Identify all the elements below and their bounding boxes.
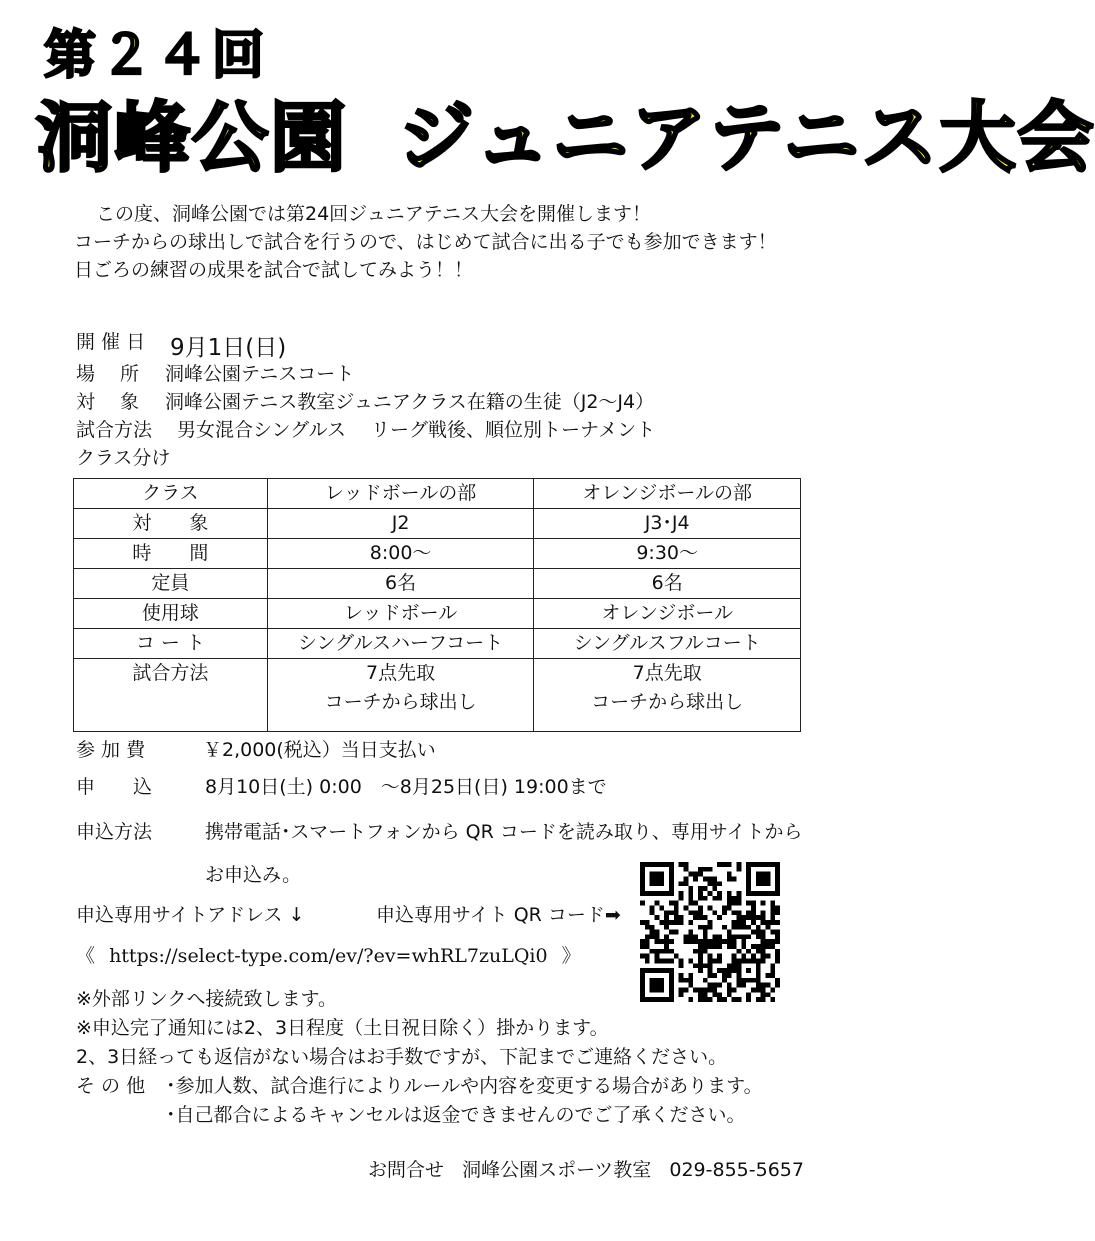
table-row bbox=[74, 569, 801, 599]
table-header-row bbox=[74, 479, 801, 509]
orange-cell: オレンジボール bbox=[534, 599, 801, 629]
down-arrow-icon: ↓ bbox=[288, 904, 305, 926]
fee-label: 参 加 費 bbox=[76, 739, 146, 761]
edition-title: 第２４回 bbox=[44, 26, 269, 86]
venue-value: 洞峰公園テニスコート bbox=[165, 363, 355, 385]
other-label: そ の 他 bbox=[76, 1075, 146, 1097]
orange-cell: 9:30～ bbox=[534, 539, 801, 569]
url-close-bracket: 》 bbox=[561, 945, 581, 967]
table-row bbox=[74, 539, 801, 569]
row-label: コ ー ト bbox=[74, 629, 268, 659]
intro-line-2: コーチからの球出しで試合を行うので、はじめて試合に出る子でも参加できます！ bbox=[74, 231, 777, 253]
note-line-3: 2、3日経っても返信がない場合はお手数ですが、下記までご連絡ください。 bbox=[76, 1046, 728, 1068]
event-title bbox=[36, 93, 1095, 182]
application-url-link[interactable]: https://select-type.com/ev/?ev=whRL7zuLQi0 bbox=[109, 945, 548, 967]
table-header-cell: オレンジボールの部 bbox=[534, 479, 801, 509]
class-split-label: クラス分け bbox=[76, 447, 171, 469]
fee-value: ￥2,000(税込）当日支払い bbox=[203, 739, 436, 761]
application-period-label: 申 込 bbox=[76, 776, 153, 798]
row-label: 使用球 bbox=[74, 599, 268, 629]
url-open-bracket: 《 bbox=[76, 945, 96, 967]
application-method-line-1: 携帯電話･スマートフォンから QR コードを読み取り、専用サイトから bbox=[205, 821, 803, 843]
red-cell: 6名 bbox=[267, 569, 534, 599]
table-row bbox=[74, 509, 801, 539]
qr-code-icon[interactable] bbox=[640, 862, 780, 1002]
red-cell: レッドボール bbox=[267, 599, 534, 629]
intro-line-1: この度、洞峰公園では第24回ジュニアテニス大会を開催します！ bbox=[96, 203, 652, 225]
application-url-line bbox=[76, 947, 581, 966]
row-label: 時 間 bbox=[74, 539, 268, 569]
table-header-cell: レッドボールの部 bbox=[267, 479, 534, 509]
application-method-label: 申込方法 bbox=[76, 821, 153, 843]
orange-cell: シングルスフルコート bbox=[534, 629, 801, 659]
row-label: 定員 bbox=[74, 569, 268, 599]
red-cell: J2 bbox=[267, 509, 534, 539]
class-table bbox=[73, 478, 801, 732]
row-label: 試合方法 bbox=[74, 659, 268, 732]
orange-cell bbox=[534, 659, 801, 732]
table-header-cell: クラス bbox=[74, 479, 268, 509]
event-title-event: ジュニアテニス大会 bbox=[398, 93, 1095, 182]
site-address-label: 申込専用サイトアドレス bbox=[76, 904, 283, 926]
row-label: 対 象 bbox=[74, 509, 268, 539]
contact-name: 洞峰公園スポーツ教室 bbox=[462, 1159, 652, 1181]
note-line-2: ※申込完了通知には2、3日程度（土日祝日除く）掛かります。 bbox=[76, 1017, 609, 1039]
table-row bbox=[74, 629, 801, 659]
target-value: 洞峰公園テニス教室ジュニアクラス在籍の生徒（J2～J4） bbox=[165, 391, 655, 413]
contact-line bbox=[368, 1161, 804, 1180]
other-line-2: ･自己都合によるキャンセルは返金できませんのでご了承ください。 bbox=[166, 1104, 746, 1126]
right-arrow-icon: ➡ bbox=[604, 904, 621, 926]
table-row bbox=[74, 659, 801, 732]
date-label: 開 催 日 bbox=[76, 331, 146, 353]
red-cell bbox=[267, 659, 534, 732]
event-title-park: 洞峰公園 bbox=[36, 93, 348, 182]
table-row bbox=[74, 599, 801, 629]
application-period-value: 8月10日(土) 0:00 ～8月25日(日) 19:00まで bbox=[205, 776, 607, 798]
other-line-1: ･参加人数、試合進行によりルールや内容を変更する場合があります。 bbox=[166, 1075, 763, 1097]
site-qr-label: 申込専用サイト QR コード bbox=[376, 904, 605, 926]
format-value: 男女混合シングルス リーグ戦後、順位別トーナメント bbox=[177, 419, 656, 441]
red-cell: 8:00～ bbox=[267, 539, 534, 569]
orange-format-line-1: 7点先取 bbox=[632, 662, 702, 684]
contact-label: お問合せ bbox=[368, 1159, 445, 1181]
intro-line-3: 日ごろの練習の成果を試合で試してみよう！！ bbox=[74, 259, 474, 281]
date-value: 9月1日(日) bbox=[170, 335, 287, 361]
venue-label: 場 所 bbox=[76, 363, 140, 385]
orange-format-line-2: コーチから球出し bbox=[591, 691, 744, 713]
target-label: 対 象 bbox=[76, 391, 140, 413]
red-format-line-2: コーチから球出し bbox=[324, 691, 477, 713]
site-address-label-group bbox=[76, 906, 305, 925]
site-qr-label-group bbox=[376, 906, 621, 925]
format-label: 試合方法 bbox=[76, 419, 153, 441]
contact-phone: 029-855-5657 bbox=[669, 1159, 804, 1181]
application-method-line-2: お申込み。 bbox=[205, 864, 302, 886]
red-format-line-1: 7点先取 bbox=[366, 662, 436, 684]
orange-cell: J3･J4 bbox=[534, 509, 801, 539]
red-cell: シングルスハーフコート bbox=[267, 629, 534, 659]
orange-cell: 6名 bbox=[534, 569, 801, 599]
note-line-1: ※外部リンクへ接続致します。 bbox=[76, 988, 338, 1010]
